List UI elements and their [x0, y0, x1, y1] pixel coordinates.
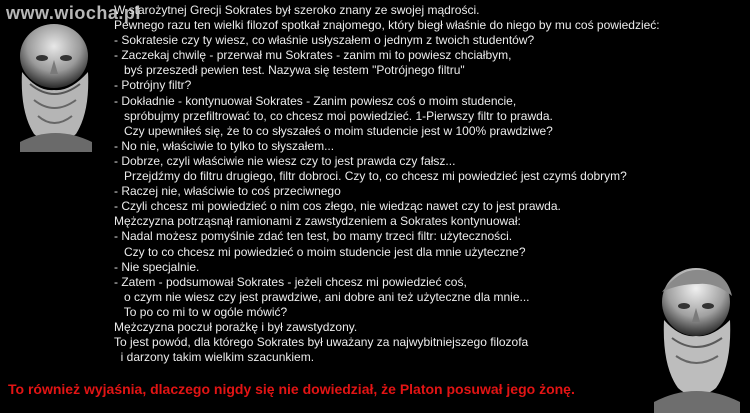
- dialogue-line: - Nadal możesz pomyślnie zdać ten test, bo mamy trzeci filtr: użyteczności.: [114, 229, 513, 244]
- dialogue-line: - Dokładnie - kontynuował Sokrates - Zanim powiesz coś o moim studencie,: [114, 93, 517, 108]
- dialogue-line: Mężczyzna potrząsnął ramionami z zawstydzeniem a Sokrates kontynuował:: [114, 214, 521, 229]
- dialogue-line: - Raczej nie, właściwie to coś przeciwnego: [114, 184, 341, 199]
- punchline-text: To również wyjaśnia, dlaczego nigdy się nie dowiedział, że Platon posuwał jego żonę.: [8, 381, 575, 397]
- dialogue-line: byś przeszedł pewien test. Nazywa się testem "Potrójnego filtru": [114, 63, 465, 78]
- dialogue-line: - Zaczekaj chwilę - przerwał mu Sokrates - zanim mi to powiesz chciałbym,: [114, 48, 512, 63]
- dialogue-line: To jest powód, dla którego Sokrates był uważany za najwybitniejszego filozofa: [114, 335, 529, 350]
- dialogue-line: Pewnego razu ten wielki filozof spotkał znajomego, który biegł właśnie do niego by mu coś powiedzieć:: [114, 18, 660, 33]
- dialogue-line: spróbujmy przefiltrować to, co chcesz moi powiedzieć. 1-Pierwszy filtr to prawda.: [114, 108, 553, 123]
- dialogue-line: To po co mi to w ogóle mówić?: [114, 304, 288, 319]
- dialogue-text: [114, 3, 744, 365]
- watermark-logo: www.wiocha.pl: [6, 3, 141, 23]
- dialogue-line: - No nie, właściwie to tylko to słyszałem...: [114, 138, 335, 153]
- dialogue-line: - Sokratesie czy ty wiesz, co właśnie usłyszałem o jednym z twoich studentów?: [114, 33, 535, 48]
- dialogue-line: W starożytnej Grecji Sokrates był szeroko znany ze swojej mądrości.: [114, 3, 480, 17]
- dialogue-line: - Zatem - podsumował Sokrates - jeżeli chcesz mi powiedzieć coś,: [114, 274, 467, 289]
- dialogue-line: Czy upewniłeś się, że to co słyszałeś o moim studencie jest w 100% prawdziwe?: [114, 123, 553, 138]
- dialogue-line: - Czyli chcesz mi powiedzieć o nim cos złego, nie wiedząc nawet czy to jest prawda.: [114, 199, 561, 214]
- dialogue-line: Przejdźmy do filtru drugiego, filtr dobroci. Czy to, co chcesz mi powiedzieć jest czymś dobrym?: [114, 169, 627, 184]
- dialogue-line: Mężczyzna poczuł porażkę i był zawstydzony.: [114, 319, 358, 334]
- socrates-portrait: [0, 12, 110, 152]
- dialogue-line: o czym nie wiesz czy jest prawdziwe, ani dobre ani też użyteczne dla mnie...: [114, 289, 530, 304]
- dialogue-line: - Dobrze, czyli właściwie nie wiesz czy to jest prawda czy fałsz...: [114, 153, 456, 168]
- dialogue-line: Czy to co chcesz mi powiedzieć o moim studencie jest dla mnie użyteczne?: [114, 244, 526, 259]
- dialogue-line: - Nie specjalnie.: [114, 259, 200, 274]
- dialogue-line: - Potrójny filtr?: [114, 78, 192, 93]
- socrates-bust-image: [0, 12, 110, 152]
- dialogue-line: i darzony takim wielkim szacunkiem.: [114, 350, 315, 365]
